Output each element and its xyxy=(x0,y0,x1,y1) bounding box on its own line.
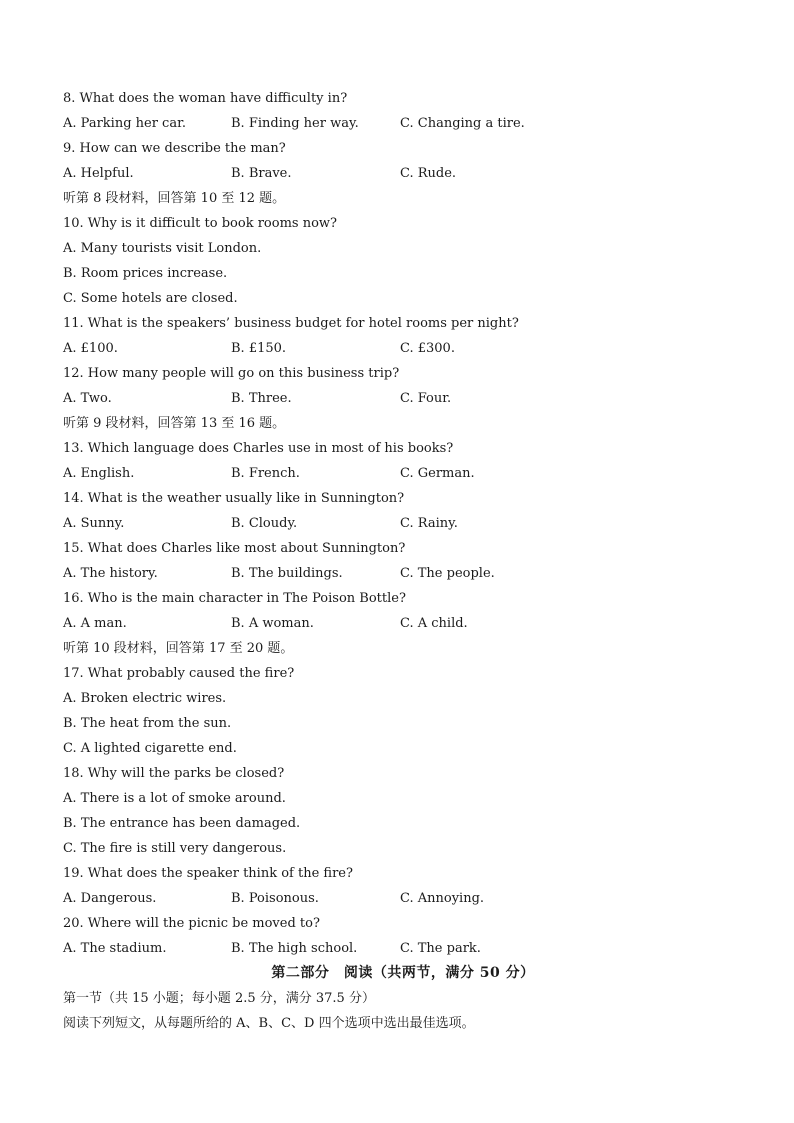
answer-option: A. The stadium. xyxy=(63,941,167,956)
answer-option: C. Changing a tire. xyxy=(400,116,525,131)
options-row xyxy=(63,161,743,186)
question-stem: 15. What does Charles like most about Sunnington? xyxy=(63,541,406,556)
question-stem: 19. What does the speaker think of the fire? xyxy=(63,866,353,881)
answer-option: C. The people. xyxy=(400,566,495,581)
question-stem: 8. What does the woman have difficulty in? xyxy=(63,91,348,106)
question-stem: 16. Who is the main character in The Poison Bottle? xyxy=(63,591,406,606)
answer-option: A. English. xyxy=(63,466,135,481)
answer-option: A. Dangerous. xyxy=(63,891,157,906)
answer-option: B. Cloudy. xyxy=(231,516,298,531)
options-row xyxy=(63,936,743,961)
answer-option: B. The buildings. xyxy=(231,566,343,581)
question-stem: 20. Where will the picnic be moved to? xyxy=(63,916,320,931)
answer-option: C. A lighted cigarette end. xyxy=(63,741,237,756)
answer-option: C. German. xyxy=(400,466,475,481)
question-stem: 10. Why is it difficult to book rooms now? xyxy=(63,216,337,231)
answer-option: B. The high school. xyxy=(231,941,358,956)
section-title: 第二部分 阅读（共两节，满分 50 分） xyxy=(271,965,535,981)
answer-option: B. The heat from the sun. xyxy=(63,716,232,731)
question-stem: 17. What probably caused the fire? xyxy=(63,666,295,681)
answer-option: B. French. xyxy=(231,466,300,481)
exam-page xyxy=(63,86,743,1036)
answer-option: C. Annoying. xyxy=(400,891,485,906)
options-row xyxy=(63,111,743,136)
answer-option: B. The entrance has been damaged. xyxy=(63,816,301,831)
options-row xyxy=(63,461,743,486)
answer-option: A. There is a lot of smoke around. xyxy=(63,791,286,806)
answer-option: A. Broken electric wires. xyxy=(63,691,227,706)
answer-option: A. Parking her car. xyxy=(63,116,187,131)
answer-option: C. Four. xyxy=(400,391,452,406)
question-list xyxy=(63,86,743,961)
question-stem: 13. Which language does Charles use in most of his books? xyxy=(63,441,454,456)
answer-option: A. £100. xyxy=(63,341,118,356)
options-row xyxy=(63,611,743,636)
answer-option: B. £150. xyxy=(231,341,287,356)
options-row xyxy=(63,386,743,411)
answer-option: A. A man. xyxy=(63,616,127,631)
answer-option: B. Finding her way. xyxy=(231,116,359,131)
answer-option: A. Many tourists visit London. xyxy=(63,241,262,256)
answer-option: A. Helpful. xyxy=(63,166,134,181)
answer-option: C. The fire is still very dangerous. xyxy=(63,841,287,856)
question-stem: 9. How can we describe the man? xyxy=(63,141,286,156)
answer-option: B. Three. xyxy=(231,391,292,406)
answer-option: A. Two. xyxy=(63,391,112,406)
answer-option: B. Room prices increase. xyxy=(63,266,228,281)
answer-option: C. A child. xyxy=(400,616,468,631)
answer-option: C. £300. xyxy=(400,341,455,356)
subsection-heading: 第一节（共 15 小题；每小题 2.5 分，满分 37.5 分） xyxy=(63,991,375,1006)
answer-option: C. Some hotels are closed. xyxy=(63,291,238,306)
question-stem: 18. Why will the parks be closed? xyxy=(63,766,285,781)
answer-option: A. The history. xyxy=(63,566,158,581)
reading-instruction: 阅读下列短文，从每题所给的 A、B、C、D 四个选项中选出最佳选项。 xyxy=(63,1016,475,1031)
options-row xyxy=(63,511,743,536)
answer-option: A. Sunny. xyxy=(63,516,125,531)
options-row xyxy=(63,886,743,911)
answer-option: C. Rainy. xyxy=(400,516,458,531)
question-stem: 12. How many people will go on this business trip? xyxy=(63,366,400,381)
question-stem: 14. What is the weather usually like in Sunnington? xyxy=(63,491,405,506)
options-row xyxy=(63,336,743,361)
question-stem: 11. What is the speakers’ business budget for hotel rooms per night? xyxy=(63,316,519,331)
options-row xyxy=(63,561,743,586)
answer-option: C. Rude. xyxy=(400,166,457,181)
answer-option: C. The park. xyxy=(400,941,481,956)
answer-option: B. Brave. xyxy=(231,166,292,181)
answer-option: B. Poisonous. xyxy=(231,891,319,906)
listening-instruction: 听第 9 段材料，回答第 13 至 16 题。 xyxy=(63,416,286,431)
listening-instruction: 听第 8 段材料，回答第 10 至 12 题。 xyxy=(63,191,286,206)
answer-option: B. A woman. xyxy=(231,616,314,631)
listening-instruction: 听第 10 段材料，回答第 17 至 20 题。 xyxy=(63,641,294,656)
